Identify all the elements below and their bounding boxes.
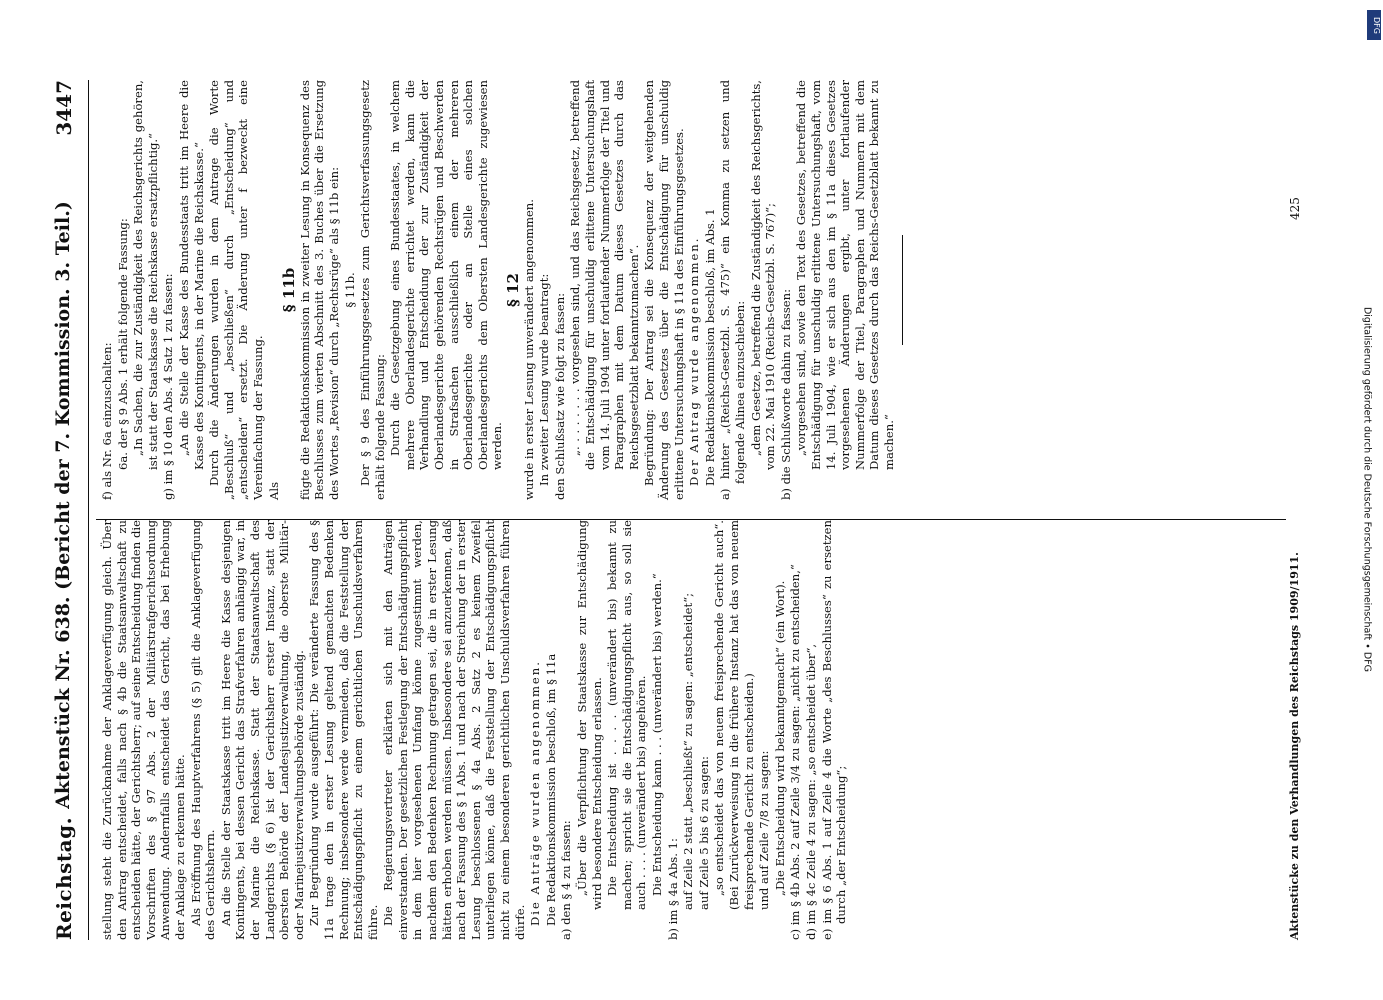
quote: „An die Stelle der Kasse des Bundesstaats tritt im Heere die Kasse des Kontingents, in der Marine die Reichskasse.“ bbox=[176, 80, 206, 470]
list-item: a) hinter „(Reichs-Gesetzbl. S. 475)“ ein Komma zu setzen und folgende Alinea einzuschieben: bbox=[718, 80, 747, 500]
paragraph: Der § 9 des Einführungsgesetzes zum Gerichtsverfassungsgesetz erhält folgende Fassung: bbox=[358, 80, 387, 500]
list-item: auf Zeile 5 bis 6 zu sagen: bbox=[696, 756, 711, 910]
list-item: d) im § 4c Zeile 4 zu sagen: „so entscheidet über“, bbox=[803, 643, 818, 940]
quote: „Über die Verpflichtung der Staatskasse zur Entschädigung wird besondere Entscheidung erlassen. bbox=[575, 520, 604, 910]
paragraph: stellung steht die Zurücknahme der Anklageverfügung gleich. Über den Antrag entscheidet, falls nach § 4b die Staatsanwaltschaft zu entscheiden hätte, der Gerichtsherr; auf seine Entscheidung finden die Vorschriften des § 97 Abs. 2 der Militärstrafgerichtsordnung Anwendung. Andernfalls entscheidet das Gericht, das bei Erhebung der Anklage zu erkennen hätte. bbox=[100, 520, 187, 940]
quote: Die Entscheidung ist . . . . (unverändert bis) bekannt zu machen; spricht sie die Entschädigungspflicht aus, so soll sie auch . . . . (unverändert bis) angehören. bbox=[605, 520, 649, 910]
quote: „so entscheidet das von neuem freisprechende Gericht auch“. (Bei Zurückverweisung in die frühere Instanz hat das von neuem freisprechende Gericht zu entscheiden.) bbox=[712, 520, 756, 910]
section-heading: § 12 bbox=[504, 273, 523, 307]
page-number: 3447 bbox=[52, 80, 76, 136]
paragraph: Zur Begründung wurde ausgeführt: Die veränderte Fassung des § 11a trage den in erster Lesung geltend gemachten Bedenken Rechnung; insbesondere werde vermieden, daß die Feststellung der Entschädigungspflicht zu einem gerichtlichen Unschuldsverfahren führe. bbox=[307, 520, 380, 940]
list-item: g) im § 10 den Abs. 4 Satz 1 zu fassen: bbox=[161, 273, 176, 500]
list-item: f) als Nr. 6a einzuschalten: bbox=[100, 342, 114, 500]
list-item: 6a. der § 9 Abs. 1 erhält folgende Fassung: bbox=[115, 218, 130, 470]
list-item: a) den § 4 zu fassen: bbox=[559, 820, 574, 940]
list-item: und auf Zeile 7/8 zu sagen: bbox=[757, 750, 772, 910]
section-label: § 11b. bbox=[342, 272, 357, 308]
paragraph: An die Stelle der Staatskasse tritt im Heere die Kasse desjenigen Kontingents, bei dessen Gericht das Strafverfahren anhängig war, in der Marine die Reichskasse. Statt der Staatsanwaltschaft des Landgerichts (§ 6) ist der Gerichtsherr erster Instanz, statt der obersten Behörde der Landesjustizverwaltung, die oberste Militär- oder Marinejustizverwaltungsbehörde zuständig. bbox=[218, 520, 306, 940]
list-item: b) im § 4a Abs. 1: bbox=[665, 838, 680, 940]
header-center: Aktenstück Nr. 638. (Bericht der 7. Kommission. 3. Teil.) bbox=[52, 201, 74, 809]
digitization-note bbox=[1357, 14, 1377, 964]
left-column bbox=[100, 520, 850, 940]
paragraph: Begründung: Der Antrag sei die Konsequenz der weitgehenden Änderung des Gesetzes über die Entschädigung für unschuldig erlittene Untersuchungshaft in § 11a des Einführungsgesetzes. bbox=[642, 80, 686, 500]
quote: „In Sachen, die zur Zuständigkeit des Reichsgerichts gehören, ist statt der Staatskasse die Reichskasse ersatzpflichtig.“ bbox=[131, 80, 160, 470]
list-item: b) die Schlußworte dahin zu fassen: bbox=[778, 288, 793, 500]
paragraph: Als Eröffnung des Hauptverfahrens (§ 5) gilt die Anklageverfügung des Gerichtsherrn. bbox=[188, 520, 218, 940]
quote: „dem Gesetze, betreffend die Zuständigkeit des Reichsgerichts, vom 22. Mai 1910 (Reichs-Gesetzbl. S. 767)“; bbox=[748, 80, 778, 470]
paragraph: wurde in erster Lesung unverändert angenommen. bbox=[521, 199, 536, 500]
list-item: c) im § 4b Abs. 2 auf Zeile 3/4 zu sagen: „nicht zu entscheiden,“ bbox=[788, 564, 803, 940]
quote: Die Entscheidung kann . . . (unverändert bis) werden.“ bbox=[649, 573, 664, 896]
quote: „Die Entscheidung wird bekanntgemacht“ (ein Wort). bbox=[772, 580, 787, 896]
quote: „vorgesehen sind, sowie den Text des Gesetzes, betreffend die Entschädigung für unschuldig erlittene Untersuchungshaft, vom 14. Juli 1904, wie er sich aus den im § 11a dieses Gesetzes vorgesehenen Änderungen ergibt, unter fortlaufender Nummerfolge der Titel, Paragraphen und Nummern mit dem Datum dieses Gesetzes durch das Reichs-Gesetzblatt bekannt zu machen.“ bbox=[794, 80, 896, 470]
header-left: Reichstag. bbox=[52, 816, 76, 940]
paragraph: Der Antrag wurde angenommen. bbox=[687, 236, 702, 486]
right-column bbox=[100, 80, 907, 500]
document-page bbox=[0, 50, 1383, 1000]
section-heading: § 11b bbox=[280, 267, 299, 313]
paragraph: Die Redaktionskommission beschloß, im § 11a bbox=[543, 653, 558, 926]
list-item: e) im § 6 Abs. 1 auf Zeile 4 die Worte „des Beschlusses“ zu ersetzen durch „der Entscheidung“; bbox=[819, 520, 849, 940]
paragraph: den Schlußsatz wie folgt zu fassen: bbox=[552, 292, 567, 500]
paragraph: Die Anträge wurden angenommen. bbox=[528, 660, 543, 926]
paragraph: Durch die Änderungen wurden in dem Antrage die Worte „Beschluß“ und „beschließen“ durch „Entscheidung“ und „entscheiden“ ersetzt. Die Änderung unter f bezweckt eine Vereinfachung der Fassung. bbox=[207, 80, 265, 500]
running-header bbox=[52, 80, 86, 940]
column-divider bbox=[96, 519, 1286, 520]
quote: Durch die Gesetzgebung eines Bundesstaates, in welchem mehrere Oberlandesgerichte errichtet werden, kann die Verhandlung und Entscheidung der zur Zuständigkeit der Oberlandesgerichte gehörenden Rechtsrügen und Beschwerden in Strafsachen ausschließlich einem der mehreren Oberlandesgerichte oder an Stelle eines solchen Oberlandesgerichts dem Obersten Landesgerichte zugewiesen werden. bbox=[388, 80, 505, 470]
digitization-credit: Digitalisierung gefördert durch die Deutsche Forschungsgemeinschaft • DFG bbox=[1361, 306, 1373, 673]
end-rule bbox=[902, 235, 903, 345]
paragraph: Die Redaktionskommission beschloß, im Abs. 1 bbox=[702, 208, 717, 486]
folio-number: 425 bbox=[1288, 197, 1302, 220]
page-footer: Aktenstücke zu den Verhandlungen des Reichstags 1909/1911. bbox=[1288, 552, 1301, 940]
dfg-logo: DFG bbox=[1367, 10, 1381, 40]
header-rule bbox=[88, 80, 89, 940]
paragraph: fügte die Redaktionskommission in zweiter Lesung in Konsequenz des Beschlusses zum vierten Abschnitt des 3. Buches über die Ersetzung des Wortes „Revision“ durch „Rechtsrüge“ als § 11b ein: bbox=[297, 80, 341, 500]
paragraph: Die Regierungsvertreter erklärten sich mit den Anträgen einverstanden. Der gesetzlichen Festlegung der Entschädigungspflicht in dem hier vorgesehenen Umfang könne zugestimmt werden, nachdem den Bedenken Rechnung getragen sei, die in erster Lesung hätten erhoben werden müssen. Insbesondere sei anzuerkennen, daß nach der Fassung des § 1 Abs. 1 und nach der Streichung der in erster Lesung beschlossenen § 4a Abs. 2 Satz 2 es keinem Zweifel unterliegen könne, daß die Feststellung der Entschädigungspflicht nicht zu einem besonderen gerichtlichen Unschuldsverfahren führen dürfe. bbox=[381, 520, 527, 940]
list-item: auf Zeile 2 statt „beschließt“ zu sagen: „entscheidet“; bbox=[681, 592, 696, 910]
quote: „. . . . . . . . vorgesehen sind, und das Reichsgesetz, betreffend die Entschädigung für unschuldig erlittene Untersuchungshaft vom 14. Juli 1904 unter fortlaufender Nummerfolge der Titel und Paragraphen mit dem Datum dieses Gesetzes durch das Reichsgesetzblatt bekanntzumachen“. bbox=[568, 80, 641, 470]
paragraph: In zweiter Lesung wurde beantragt: bbox=[537, 273, 552, 486]
paragraph: Als bbox=[266, 481, 281, 500]
